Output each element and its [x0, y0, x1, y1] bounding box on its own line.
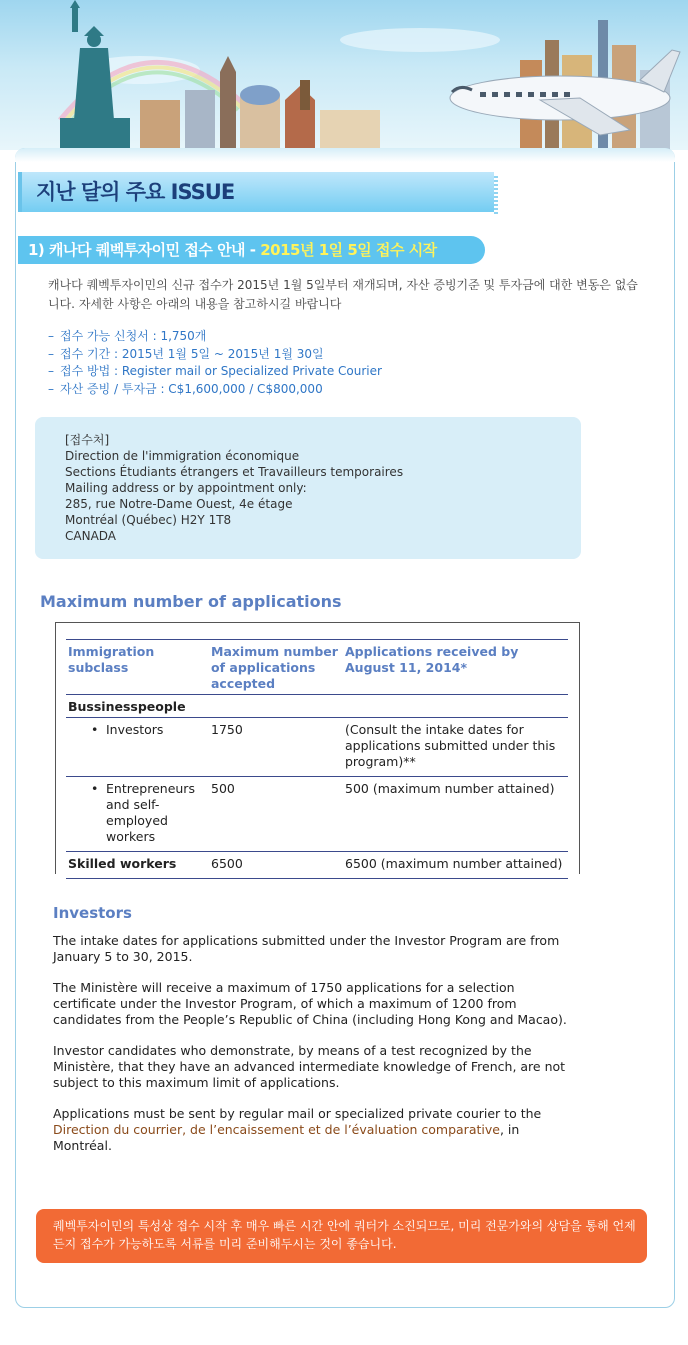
section-heading: [18, 236, 485, 264]
paragraph: The Ministère will receive a maximum of 1750 applications for a selection certificate under the Investor Program, of which a maximum of 1200 from candidates from the People’s Republic of China (including Hong Kong and Macao).: [53, 980, 567, 1027]
address-line: Sections Étudiants étrangers et Travailleurs temporaires: [65, 465, 404, 479]
list-item: – 접수 기간 : 2015년 1월 5일 ~ 2015년 1월 30일: [48, 346, 324, 361]
category-label: Bussinesspeople: [66, 695, 568, 718]
list-item: – 접수 가능 신청서 : 1,750개: [48, 329, 207, 343]
section-highlight: 2015년 1일 5일 접수 시작: [260, 241, 437, 259]
paragraph: Applications must be sent by regular mail or specialized private courier to the Direction du courrier, de l’encaissement et de l’évaluation comparative, in Montréal.: [53, 1106, 542, 1153]
address-box: [35, 417, 581, 559]
section-title: 1) 캐나다 퀘벡투자이민 접수 안내: [28, 241, 246, 259]
table-row: • Entrepreneurs and self-employed workers 500 500 (maximum number attained): [66, 777, 568, 852]
intro-paragraph: 캐나다 퀘벡투자이민의 신규 접수가 2015년 1월 5일부터 재개되며, 자산 증빙기준 및 투자금에 대한 변동은 없습니다. 자세한 사항은 아래의 내용을 참고하시길 바랍니다: [48, 278, 638, 311]
card-top-strip: [15, 148, 675, 162]
header-received: Applications received by August 11, 2014*: [343, 640, 568, 695]
issue-title: 지난 달의 주요 ISSUE: [18, 172, 494, 212]
investors-body: [53, 933, 573, 1169]
direction-courrier-link[interactable]: Direction du courrier, de l’encaissement et de l’évaluation comparative: [53, 1122, 500, 1137]
header-max: Maximum number of applications accepted: [209, 640, 343, 695]
address-line: Montréal (Québec) H2Y 1T8: [65, 513, 232, 527]
key-info-list: [48, 328, 382, 398]
address-line: Mailing address or by appointment only:: [65, 481, 307, 495]
section-separator: -: [245, 241, 261, 259]
notice-box: 퀘벡투자이민의 특성상 접수 시작 후 매우 빠른 시간 안에 쿼터가 소진되므로, 미리 전문가와의 상담을 통해 언제든지 접수가 가능하도록 서류를 미리 준비해두시는 것이 좋습니다.: [36, 1209, 647, 1263]
table-row: Skilled workers 6500 6500 (maximum number attained): [66, 852, 568, 879]
address-line: Direction de l'immigration économique: [65, 449, 300, 463]
table-row: [66, 695, 568, 718]
bullet-icon: •: [91, 781, 99, 796]
landmarks-illustration: [0, 0, 688, 150]
bullet-icon: •: [91, 722, 99, 737]
header-subclass: Immigration subclass: [66, 640, 209, 695]
header-banner: [0, 0, 688, 150]
table-header-row: [66, 640, 568, 695]
list-item: – 자산 증빙 / 투자금 : C$1,600,000 / C$800,000: [48, 381, 323, 396]
max-applications-heading: Maximum number of applications: [40, 592, 342, 611]
paragraph: The intake dates for applications submitted under the Investor Program are from January 5 to 30, 2015.: [53, 933, 560, 964]
address-label: [접수처]: [65, 433, 110, 447]
investors-heading: Investors: [53, 904, 132, 922]
applications-table-frame: [55, 622, 580, 874]
address-line: CANADA: [65, 529, 117, 543]
paragraph: Investor candidates who demonstrate, by means of a test recognized by the Ministère, that they have an advanced intermediate knowledge of French, are not subject to this maximum limit of applications.: [53, 1043, 566, 1090]
list-item: – 접수 방법 : Register mail or Specialized Private Courier: [48, 364, 382, 378]
address-line: 285, rue Notre-Dame Ouest, 4e étage: [65, 497, 293, 511]
applications-table: [66, 639, 568, 879]
table-row: • Investors 1750 (Consult the intake dates for applications submitted under this program)**: [66, 718, 568, 777]
